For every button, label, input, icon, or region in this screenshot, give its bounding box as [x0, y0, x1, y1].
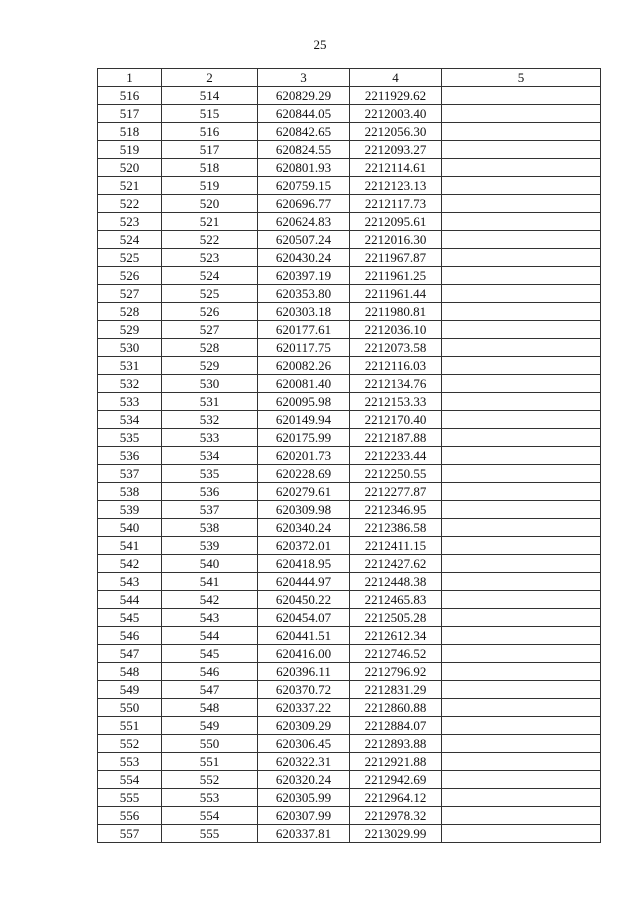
- table-row: [98, 717, 601, 735]
- table-cell-col-1: 516: [98, 87, 162, 105]
- table-cell-col-5: [442, 519, 601, 537]
- table-cell-col-5: [442, 771, 601, 789]
- table-cell-col-2: 555: [162, 825, 258, 843]
- column-header-2: 2: [162, 69, 258, 87]
- table-cell-col-5: [442, 195, 601, 213]
- table-cell-col-3: 620305.99: [258, 789, 350, 807]
- table-cell-col-1: 530: [98, 339, 162, 357]
- table-cell-col-2: 520: [162, 195, 258, 213]
- table-cell-col-2: 533: [162, 429, 258, 447]
- table-cell-col-5: [442, 537, 601, 555]
- table-cell-col-4: 2212073.58: [350, 339, 442, 357]
- column-header-5: 5: [442, 69, 601, 87]
- table-cell-col-4: 2212117.73: [350, 195, 442, 213]
- table-row: [98, 393, 601, 411]
- table-row: [98, 303, 601, 321]
- table-cell-col-2: 523: [162, 249, 258, 267]
- table-cell-col-1: 536: [98, 447, 162, 465]
- table-cell-col-4: 2212386.58: [350, 519, 442, 537]
- table-cell-col-3: 620450.22: [258, 591, 350, 609]
- table-row: [98, 735, 601, 753]
- table-cell-col-4: 2212427.62: [350, 555, 442, 573]
- table-cell-col-4: 2212411.15: [350, 537, 442, 555]
- table-cell-col-5: [442, 789, 601, 807]
- table-cell-col-4: 2212187.88: [350, 429, 442, 447]
- table-cell-col-4: 2212978.32: [350, 807, 442, 825]
- table-cell-col-5: [442, 303, 601, 321]
- table-cell-col-3: 620842.65: [258, 123, 350, 141]
- table-cell-col-1: 547: [98, 645, 162, 663]
- table-cell-col-4: 2212250.55: [350, 465, 442, 483]
- table-cell-col-3: 620279.61: [258, 483, 350, 501]
- table-cell-col-1: 555: [98, 789, 162, 807]
- table-cell-col-1: 519: [98, 141, 162, 159]
- table-cell-col-2: 524: [162, 267, 258, 285]
- column-header-4: 4: [350, 69, 442, 87]
- table-row: [98, 285, 601, 303]
- table-row: [98, 141, 601, 159]
- table-cell-col-3: 620303.18: [258, 303, 350, 321]
- table-cell-col-3: 620454.07: [258, 609, 350, 627]
- table-cell-col-5: [442, 717, 601, 735]
- table-cell-col-2: 532: [162, 411, 258, 429]
- table-cell-col-3: 620306.45: [258, 735, 350, 753]
- table-cell-col-4: 2212860.88: [350, 699, 442, 717]
- table-row: [98, 123, 601, 141]
- table-cell-col-5: [442, 825, 601, 843]
- table-cell-col-1: 548: [98, 663, 162, 681]
- table-cell-col-4: 2212093.27: [350, 141, 442, 159]
- table-cell-col-2: 553: [162, 789, 258, 807]
- table-cell-col-1: 520: [98, 159, 162, 177]
- table-cell-col-1: 551: [98, 717, 162, 735]
- table-cell-col-5: [442, 591, 601, 609]
- table-row: [98, 411, 601, 429]
- table-row: [98, 555, 601, 573]
- table-cell-col-2: 538: [162, 519, 258, 537]
- table-cell-col-1: 534: [98, 411, 162, 429]
- table-row: [98, 159, 601, 177]
- table-cell-col-3: 620696.77: [258, 195, 350, 213]
- table-cell-col-1: 526: [98, 267, 162, 285]
- column-header-1: 1: [98, 69, 162, 87]
- table-cell-col-3: 620370.72: [258, 681, 350, 699]
- table-row: [98, 789, 601, 807]
- table-row: [98, 231, 601, 249]
- table-row: [98, 465, 601, 483]
- table-cell-col-2: 545: [162, 645, 258, 663]
- table-cell-col-3: 620081.40: [258, 375, 350, 393]
- table-cell-col-1: 546: [98, 627, 162, 645]
- table-body: [98, 87, 601, 843]
- table-cell-col-4: 2212116.03: [350, 357, 442, 375]
- table-cell-col-5: [442, 429, 601, 447]
- table-cell-col-1: 537: [98, 465, 162, 483]
- table-row: [98, 87, 601, 105]
- table-cell-col-4: 2212796.92: [350, 663, 442, 681]
- table-cell-col-3: 620441.51: [258, 627, 350, 645]
- table-cell-col-5: [442, 663, 601, 681]
- coordinates-table: [97, 68, 601, 843]
- table-cell-col-2: 544: [162, 627, 258, 645]
- table-row: [98, 357, 601, 375]
- table-cell-col-5: [442, 753, 601, 771]
- table-cell-col-5: [442, 213, 601, 231]
- table-cell-col-3: 620844.05: [258, 105, 350, 123]
- table-cell-col-3: 620322.31: [258, 753, 350, 771]
- table-cell-col-4: 2212170.40: [350, 411, 442, 429]
- table-cell-col-2: 528: [162, 339, 258, 357]
- table-cell-col-5: [442, 339, 601, 357]
- table-cell-col-5: [442, 681, 601, 699]
- table-cell-col-3: 620095.98: [258, 393, 350, 411]
- table-row: [98, 591, 601, 609]
- table-cell-col-5: [442, 141, 601, 159]
- table-cell-col-3: 620337.22: [258, 699, 350, 717]
- table-cell-col-4: 2211961.44: [350, 285, 442, 303]
- table-row: [98, 627, 601, 645]
- table-cell-col-2: 537: [162, 501, 258, 519]
- table-cell-col-1: 535: [98, 429, 162, 447]
- table-header-row: [98, 69, 601, 87]
- table-cell-col-5: [442, 627, 601, 645]
- table-cell-col-5: [442, 393, 601, 411]
- table-cell-col-1: 523: [98, 213, 162, 231]
- table-cell-col-3: 620372.01: [258, 537, 350, 555]
- table-cell-col-5: [442, 465, 601, 483]
- table-cell-col-1: 557: [98, 825, 162, 843]
- table-cell-col-3: 620416.00: [258, 645, 350, 663]
- table-cell-col-5: [442, 807, 601, 825]
- table-cell-col-1: 521: [98, 177, 162, 195]
- table-row: [98, 195, 601, 213]
- table-cell-col-2: 515: [162, 105, 258, 123]
- table-cell-col-1: 541: [98, 537, 162, 555]
- table-cell-col-2: 514: [162, 87, 258, 105]
- table-cell-col-1: 549: [98, 681, 162, 699]
- table-cell-col-5: [442, 105, 601, 123]
- table-cell-col-4: 2211961.25: [350, 267, 442, 285]
- table-cell-col-5: [442, 411, 601, 429]
- table-cell-col-3: 620117.75: [258, 339, 350, 357]
- table-cell-col-5: [442, 177, 601, 195]
- table-cell-col-3: 620430.24: [258, 249, 350, 267]
- table-cell-col-3: 620396.11: [258, 663, 350, 681]
- table-cell-col-2: 519: [162, 177, 258, 195]
- table-row: [98, 771, 601, 789]
- table-row: [98, 267, 601, 285]
- table-cell-col-5: [442, 609, 601, 627]
- table-cell-col-2: 527: [162, 321, 258, 339]
- table-cell-col-3: 620307.99: [258, 807, 350, 825]
- table-cell-col-4: 2212346.95: [350, 501, 442, 519]
- table-cell-col-2: 540: [162, 555, 258, 573]
- table-cell-col-3: 620444.97: [258, 573, 350, 591]
- table-cell-col-3: 620624.83: [258, 213, 350, 231]
- table-cell-col-3: 620175.99: [258, 429, 350, 447]
- table-cell-col-4: 2212114.61: [350, 159, 442, 177]
- table-cell-col-3: 620824.55: [258, 141, 350, 159]
- table-cell-col-4: 2212016.30: [350, 231, 442, 249]
- page-number: 25: [313, 37, 327, 52]
- table-row: [98, 753, 601, 771]
- table-cell-col-5: [442, 735, 601, 753]
- table-cell-col-2: 522: [162, 231, 258, 249]
- table-cell-col-2: 526: [162, 303, 258, 321]
- table-row: [98, 447, 601, 465]
- table-cell-col-1: 556: [98, 807, 162, 825]
- table-cell-col-2: 536: [162, 483, 258, 501]
- table-cell-col-2: 548: [162, 699, 258, 717]
- table-cell-col-4: 2212003.40: [350, 105, 442, 123]
- table-row: [98, 663, 601, 681]
- table-cell-col-5: [442, 483, 601, 501]
- table-row: [98, 249, 601, 267]
- table-cell-col-2: 529: [162, 357, 258, 375]
- table-cell-col-2: 518: [162, 159, 258, 177]
- table-cell-col-2: 530: [162, 375, 258, 393]
- table-cell-col-4: 2212505.28: [350, 609, 442, 627]
- table-cell-col-3: 620082.26: [258, 357, 350, 375]
- table-row: [98, 339, 601, 357]
- table-cell-col-4: 2212831.29: [350, 681, 442, 699]
- table-row: [98, 213, 601, 231]
- table-cell-col-4: 2212123.13: [350, 177, 442, 195]
- table-cell-col-1: 524: [98, 231, 162, 249]
- table-cell-col-1: 553: [98, 753, 162, 771]
- table-cell-col-1: 518: [98, 123, 162, 141]
- table-cell-col-5: [442, 249, 601, 267]
- table-cell-col-2: 554: [162, 807, 258, 825]
- table-cell-col-2: 550: [162, 735, 258, 753]
- table-cell-col-3: 620320.24: [258, 771, 350, 789]
- table-cell-col-4: 2212095.61: [350, 213, 442, 231]
- table-cell-col-3: 620337.81: [258, 825, 350, 843]
- table-cell-col-2: 543: [162, 609, 258, 627]
- table-row: [98, 483, 601, 501]
- table-cell-col-3: 620507.24: [258, 231, 350, 249]
- table-cell-col-5: [442, 573, 601, 591]
- table-cell-col-2: 539: [162, 537, 258, 555]
- table-row: [98, 645, 601, 663]
- table-cell-col-2: 551: [162, 753, 258, 771]
- table-cell-col-4: 2212612.34: [350, 627, 442, 645]
- table-cell-col-1: 543: [98, 573, 162, 591]
- table-cell-col-4: 2211929.62: [350, 87, 442, 105]
- table-cell-col-2: 542: [162, 591, 258, 609]
- table-cell-col-2: 546: [162, 663, 258, 681]
- table-cell-col-1: 540: [98, 519, 162, 537]
- table-cell-col-1: 552: [98, 735, 162, 753]
- table-cell-col-4: 2213029.99: [350, 825, 442, 843]
- table-cell-col-5: [442, 501, 601, 519]
- table-cell-col-1: 528: [98, 303, 162, 321]
- table-cell-col-2: 517: [162, 141, 258, 159]
- table-cell-col-3: 620759.15: [258, 177, 350, 195]
- table-cell-col-3: 620309.29: [258, 717, 350, 735]
- table-cell-col-4: 2212893.88: [350, 735, 442, 753]
- table-cell-col-4: 2212448.38: [350, 573, 442, 591]
- table-cell-col-4: 2212964.12: [350, 789, 442, 807]
- table-cell-col-5: [442, 285, 601, 303]
- table-row: [98, 321, 601, 339]
- table-row: [98, 429, 601, 447]
- table-cell-col-3: 620801.93: [258, 159, 350, 177]
- table-row: [98, 501, 601, 519]
- table-cell-col-3: 620829.29: [258, 87, 350, 105]
- table-cell-col-2: 549: [162, 717, 258, 735]
- table-cell-col-2: 516: [162, 123, 258, 141]
- table-row: [98, 519, 601, 537]
- table-cell-col-1: 545: [98, 609, 162, 627]
- table-cell-col-4: 2212036.10: [350, 321, 442, 339]
- table-cell-col-3: 620177.61: [258, 321, 350, 339]
- table-row: [98, 177, 601, 195]
- table-cell-col-3: 620353.80: [258, 285, 350, 303]
- table-cell-col-1: 525: [98, 249, 162, 267]
- table-cell-col-3: 620149.94: [258, 411, 350, 429]
- table-cell-col-5: [442, 231, 601, 249]
- table-row: [98, 807, 601, 825]
- table-row: [98, 375, 601, 393]
- table-cell-col-1: 544: [98, 591, 162, 609]
- table-cell-col-5: [442, 357, 601, 375]
- table-cell-col-4: 2212884.07: [350, 717, 442, 735]
- table-cell-col-1: 542: [98, 555, 162, 573]
- table-cell-col-3: 620201.73: [258, 447, 350, 465]
- table-cell-col-1: 554: [98, 771, 162, 789]
- table-cell-col-2: 531: [162, 393, 258, 411]
- table-cell-col-4: 2212233.44: [350, 447, 442, 465]
- table-cell-col-5: [442, 87, 601, 105]
- table-cell-col-5: [442, 699, 601, 717]
- table-cell-col-3: 620340.24: [258, 519, 350, 537]
- table-cell-col-1: 538: [98, 483, 162, 501]
- table-cell-col-4: 2212056.30: [350, 123, 442, 141]
- table-cell-col-2: 552: [162, 771, 258, 789]
- table-cell-col-1: 532: [98, 375, 162, 393]
- table-cell-col-3: 620397.19: [258, 267, 350, 285]
- table-cell-col-1: 522: [98, 195, 162, 213]
- table-cell-col-2: 525: [162, 285, 258, 303]
- table-cell-col-2: 534: [162, 447, 258, 465]
- table-cell-col-5: [442, 645, 601, 663]
- table-cell-col-5: [442, 375, 601, 393]
- table-cell-col-1: 517: [98, 105, 162, 123]
- table-cell-col-4: 2212465.83: [350, 591, 442, 609]
- table-cell-col-5: [442, 159, 601, 177]
- column-header-3: 3: [258, 69, 350, 87]
- table-cell-col-1: 533: [98, 393, 162, 411]
- table-cell-col-3: 620309.98: [258, 501, 350, 519]
- table-row: [98, 105, 601, 123]
- table-cell-col-4: 2212277.87: [350, 483, 442, 501]
- table-cell-col-4: 2212746.52: [350, 645, 442, 663]
- table-cell-col-5: [442, 555, 601, 573]
- table-cell-col-1: 550: [98, 699, 162, 717]
- table-row: [98, 681, 601, 699]
- table-row: [98, 609, 601, 627]
- table-cell-col-5: [442, 267, 601, 285]
- table-cell-col-2: 521: [162, 213, 258, 231]
- table-cell-col-2: 541: [162, 573, 258, 591]
- table-cell-col-1: 539: [98, 501, 162, 519]
- table-cell-col-4: 2212153.33: [350, 393, 442, 411]
- table-cell-col-3: 620228.69: [258, 465, 350, 483]
- table-cell-col-4: 2212134.76: [350, 375, 442, 393]
- table-row: [98, 573, 601, 591]
- table-cell-col-5: [442, 321, 601, 339]
- table-row: [98, 537, 601, 555]
- table-row: [98, 699, 601, 717]
- table-cell-col-5: [442, 123, 601, 141]
- table-cell-col-1: 527: [98, 285, 162, 303]
- table-cell-col-5: [442, 447, 601, 465]
- table-cell-col-3: 620418.95: [258, 555, 350, 573]
- table-cell-col-4: 2212921.88: [350, 753, 442, 771]
- table-cell-col-1: 529: [98, 321, 162, 339]
- table-cell-col-1: 531: [98, 357, 162, 375]
- table-cell-col-2: 535: [162, 465, 258, 483]
- table-row: [98, 825, 601, 843]
- table-cell-col-2: 547: [162, 681, 258, 699]
- table-cell-col-4: 2211980.81: [350, 303, 442, 321]
- table-cell-col-4: 2212942.69: [350, 771, 442, 789]
- table-cell-col-4: 2211967.87: [350, 249, 442, 267]
